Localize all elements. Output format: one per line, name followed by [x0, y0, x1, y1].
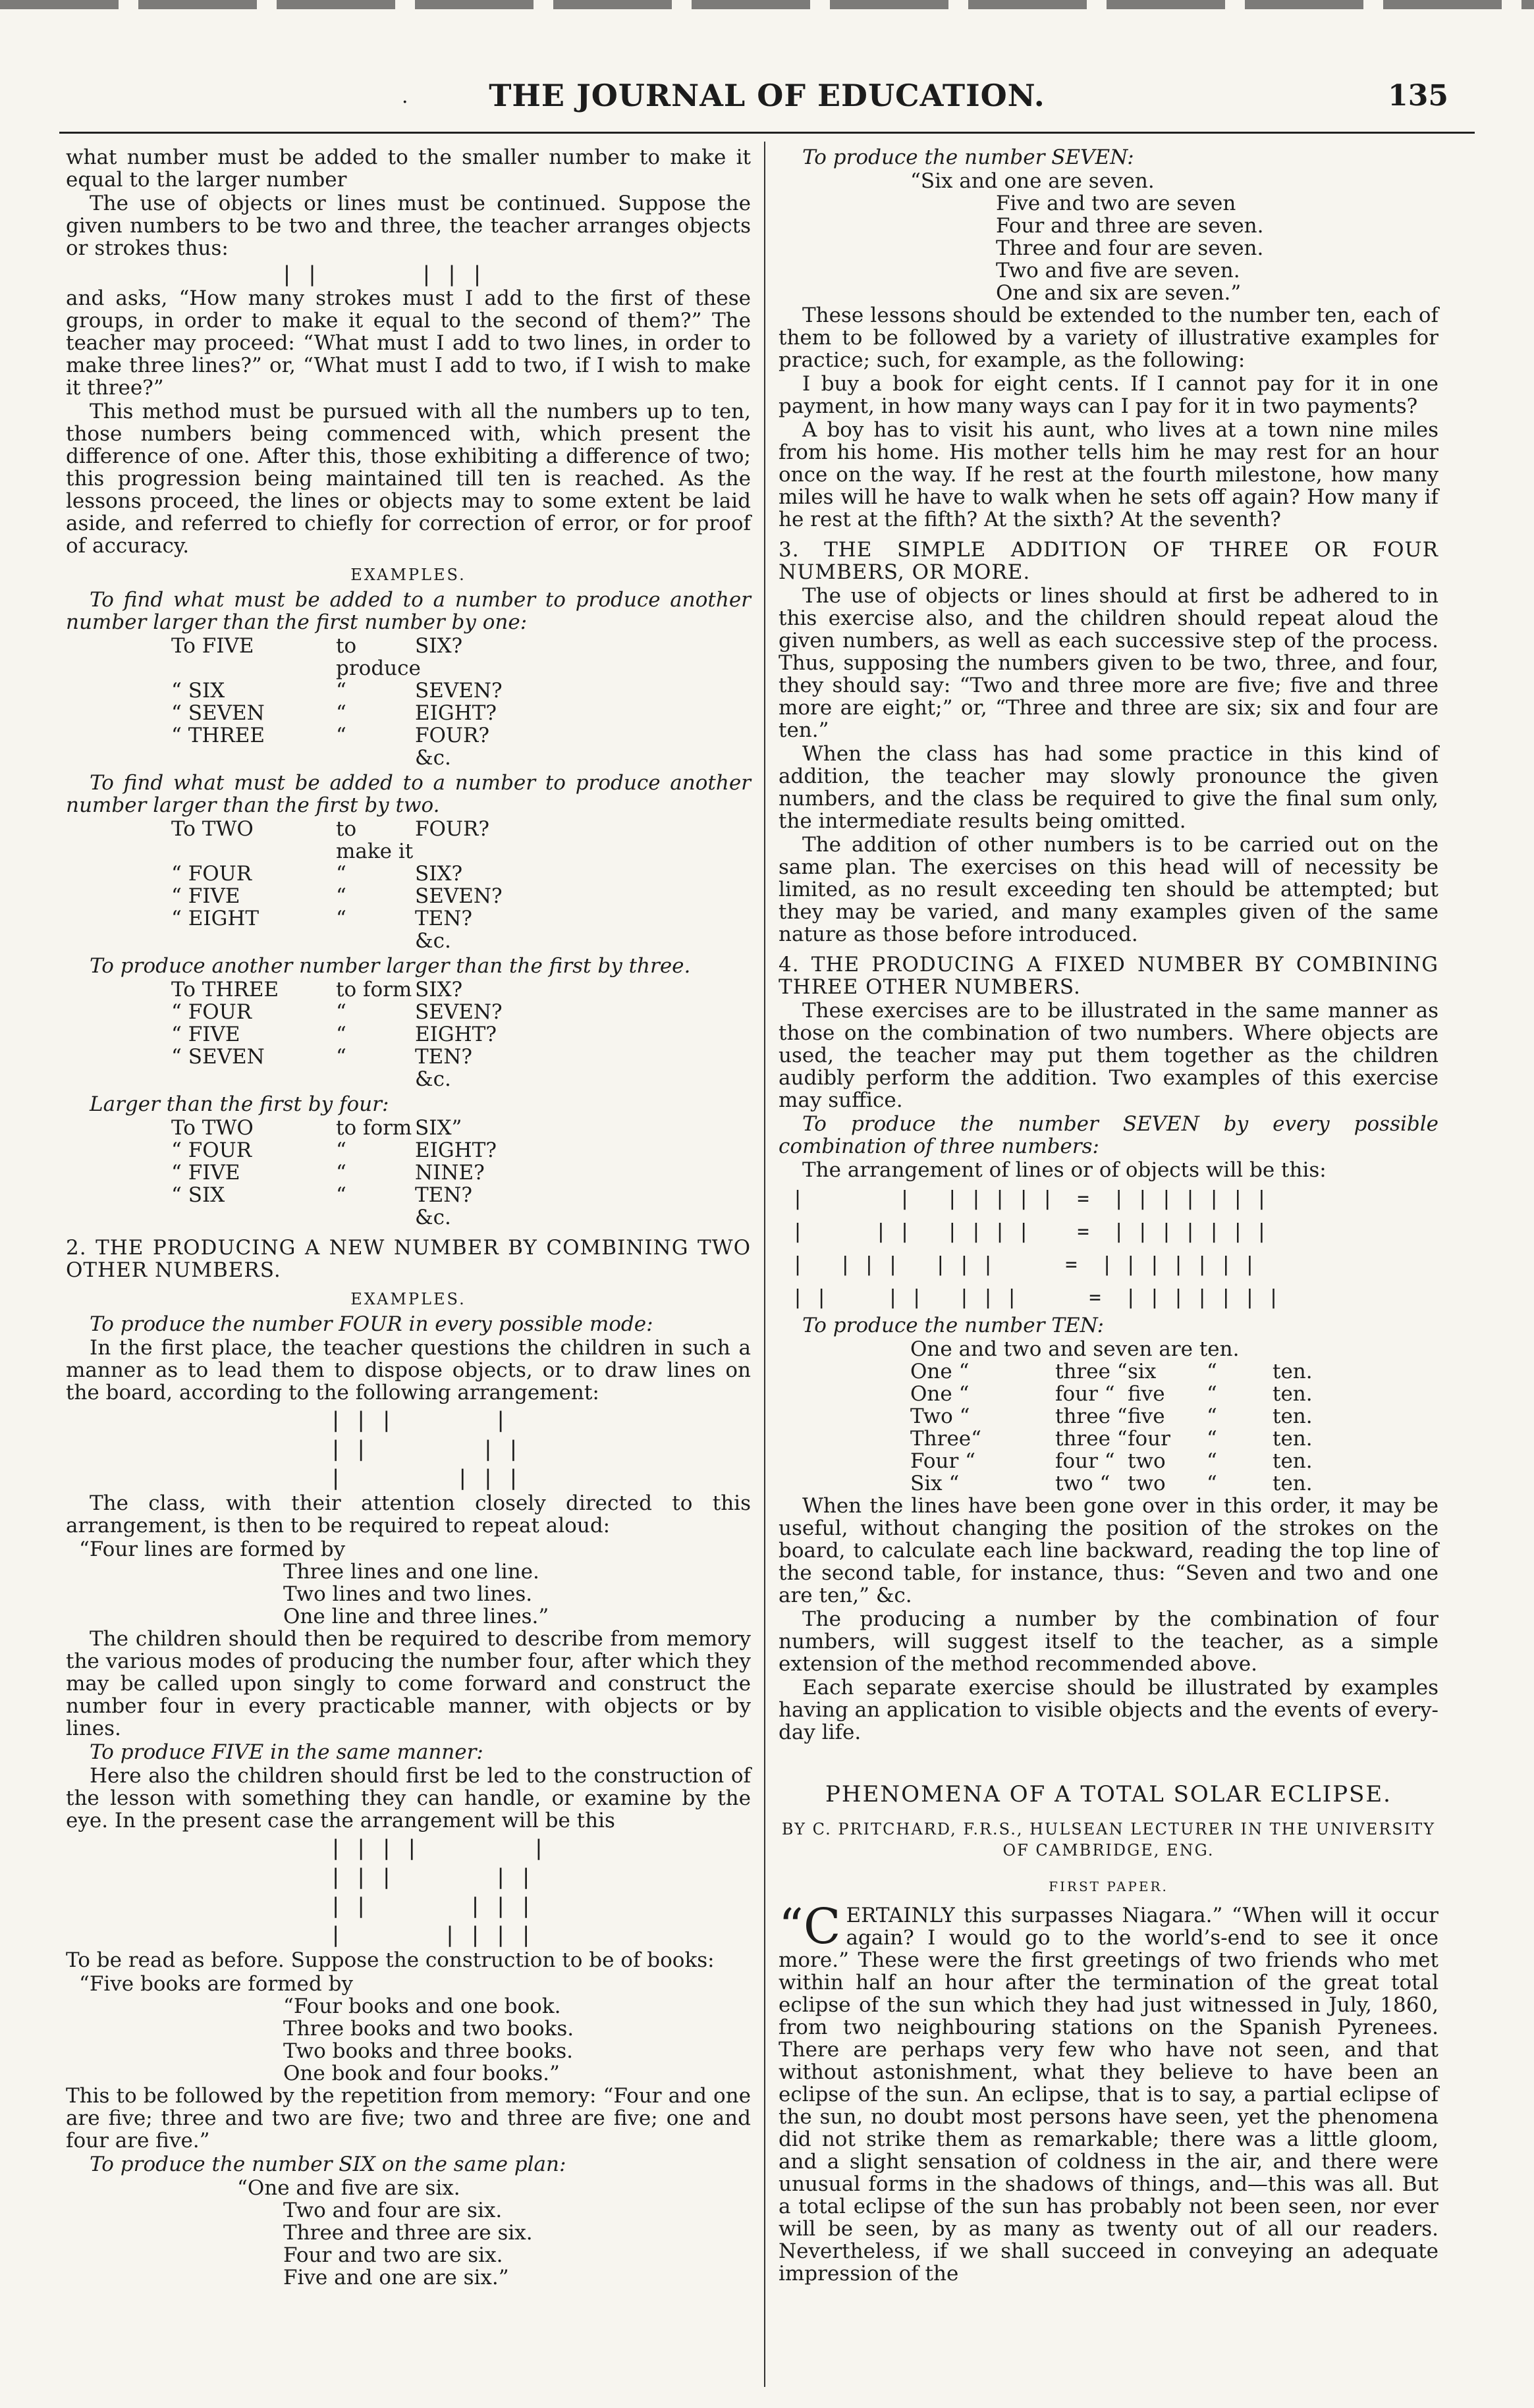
table-cell: two [1128, 1449, 1166, 1473]
paragraph: A boy has to visit his aunt, who lives at a town nine miles from his home. His mother tells him he may rest for an hour once on the way. If he rest at the fourth milestone, how many miles will he have to walk when he sets off again? How many if he rest at the fifth? At the sixth? At the seventh? [779, 418, 1438, 531]
table-row [66, 1139, 751, 1162]
table-cell: “ SEVEN [171, 701, 265, 725]
table-cell: TEN? &c. [415, 1183, 473, 1229]
table-cell: SIX? [415, 634, 463, 658]
table-cell: Three“ [910, 1427, 982, 1451]
table-cell: to form [336, 978, 412, 1002]
table-cell: ten. [1273, 1449, 1313, 1473]
table-cell: “ EIGHT [171, 907, 260, 930]
table-row [910, 1450, 1438, 1472]
table-cell: SIX? [415, 978, 463, 1002]
table-cell: TEN? &c. [415, 907, 473, 953]
header-rule [59, 132, 1475, 134]
verse-block [66, 1538, 751, 1628]
table-cell: “ FOUR [171, 1000, 252, 1024]
journal-title: THE JOURNAL OF EDUCATION. [489, 78, 1045, 113]
paragraph: what number must be added to the smaller number to make it equal to the larger number [66, 146, 751, 192]
table-cell: SEVEN? [415, 1000, 503, 1024]
stroke-row: | | | | | [329, 1922, 533, 1947]
table-row [66, 1001, 751, 1023]
paragraph: The arrangement of lines or of objects will be this: [802, 1158, 1327, 1182]
table-cell: ten. [1273, 1360, 1313, 1383]
example-table [66, 635, 751, 769]
table-cell: to make it [336, 817, 414, 863]
verse-line: Two and four are six. [283, 2199, 503, 2222]
section-heading: 3. THE SIMPLE ADDITION OF THREE OR FOUR NUMBERS, OR MORE. [779, 538, 1438, 584]
table-cell [468, 863, 599, 885]
table-cell: “ [1207, 1427, 1217, 1451]
section-heading: 2. THE PRODUCING A NEW NUMBER BY COMBINING TWO OTHER NUMBERS. [66, 1236, 751, 1282]
page-header: · THE JOURNAL OF EDUCATION. 135 [59, 78, 1475, 124]
stroke-row: | | | | | | | = | | | | | | | [792, 1187, 1268, 1210]
verse-line: Three and three are six. [283, 2221, 533, 2245]
table-cell: EIGHT? [415, 701, 497, 725]
table-cell: FOUR? &c. [415, 724, 490, 770]
table-row [66, 635, 751, 680]
example-intro: To produce the number TEN: [802, 1314, 1105, 1337]
article-byline: BY C. PRITCHARD, F.R.S., HULSEAN LECTURER IN THE UNIVERSITY OF CAMBRIDGE, ENG. [781, 1820, 1436, 1860]
stroke-row: | | | | | | | = | | | | | | | [792, 1286, 1280, 1309]
page-number: 135 [1388, 79, 1448, 113]
table-row [66, 1117, 751, 1139]
table-cell: SIX” [415, 1116, 462, 1140]
verse-line: Three books and two books. [283, 2017, 574, 2041]
examples-heading: EXAMPLES. [350, 1290, 466, 1308]
paragraph: In the first place, the teacher questions the children in such a manner as to lead them to dispose objects, or to draw lines on the board, according to the following arrangement: [66, 1336, 751, 1405]
table-cell: ten. [1273, 1382, 1313, 1406]
left-column [66, 146, 751, 2289]
table-row [66, 907, 751, 952]
table-cell: “ FOUR [171, 862, 252, 886]
table-cell: Four “ [910, 1449, 975, 1473]
paragraph: This method must be pursued with all the numbers up to ten, those numbers being commenced with, which present the difference of one. After this, those exhibiting a difference of two; this progression being maintained till ten is reached. As the lessons proceed, the lines or objects may to some extent be laid aside, and referred to chiefly for correction of error, or for proof of accuracy. [66, 400, 751, 558]
table-row [66, 1162, 751, 1184]
table-cell: One “ [910, 1382, 970, 1406]
example-intro: To produce FIVE in the same manner: [90, 1740, 483, 1764]
verse-line: Two lines and two lines. [283, 1582, 533, 1606]
example-intro: To find what must be added to a number to produce another number larger than the first number by one: [66, 588, 751, 634]
drop-cap: “C [779, 1898, 841, 1955]
table-cell: One and two and seven are ten. [910, 1337, 1240, 1361]
verse-line: One and six are seven.” [996, 281, 1242, 305]
table-cell [468, 1023, 599, 1046]
table-cell: ten. [1273, 1472, 1313, 1495]
table-row [66, 724, 751, 769]
example-table [66, 978, 751, 1090]
article-title: PHENOMENA OF A TOTAL SOLAR ECLIPSE. [825, 1781, 1392, 1807]
table-cell: “ [1207, 1405, 1217, 1428]
paragraph: These lessons should be extended to the number ten, each of them to be followed by a variety of illustrative examples for practice; such, for example, as the following: [779, 304, 1438, 372]
table-row [66, 1046, 751, 1090]
table-cell: “ [336, 724, 346, 747]
table-cell [468, 724, 599, 769]
table-cell: “ [1207, 1449, 1217, 1473]
table-cell [468, 1139, 599, 1162]
stroke-row: | | | | [329, 1436, 520, 1461]
table-cell: NINE? [415, 1161, 485, 1185]
paragraph: To be read as before. Suppose the construction to be of books: [66, 1948, 715, 1972]
table-cell: “ [336, 884, 346, 908]
article-paragraph: “CERTAINLY this surpasses Niagara.” “When will it occur again? I would go to the world’s-end to see it once more.” These were the first greetings of two friends who met within half an hour after the termination of the great total eclipse of the sun which they had just witnessed in July, 1860, from two neighbouring stations on the Spanish Pyrenees. There are perhaps very few who have not seen, and that without astonishment, what they believe to have been an eclipse of the sun. An eclipse, that is to say, a partial eclipse of the sun, no doubt most persons have seen, yet the phenomena did not strike them as remarkable; there was a little gloom, and a slight sensation of coldness in the air, and there were unusual forms in the shadows of things, and—this was all. But a total eclipse of the sun has probably not been seen, nor ever will be seen, by as many as twenty out of all our readers. Nevertheless, if we shall succeed in conveying an adequate impression of the [779, 1898, 1438, 2286]
stroke-row: | | | | | | | = | | | | | | | [792, 1253, 1256, 1276]
example-intro: To produce the number SEVEN by every possible combination of three numbers: [779, 1112, 1438, 1158]
example-intro: To produce another number larger than the first by three. [90, 954, 691, 978]
table-cell: Two “ [910, 1405, 970, 1428]
verse-block [66, 2177, 751, 2289]
verse-line: One book and four books.” [283, 2062, 560, 2085]
table-row [66, 885, 751, 907]
verse-line: Three and four are seven. [996, 236, 1264, 260]
stroke-row: | | | | | [329, 1835, 545, 1860]
table-cell: To TWO [171, 817, 254, 841]
example-intro: To find what must be added to a number to produce another number larger than the first by two. [66, 771, 751, 817]
table-cell: Six “ [910, 1472, 960, 1495]
table-cell: “ [1207, 1472, 1217, 1495]
table-cell: “ [336, 1000, 346, 1024]
example-intro: To produce the number SIX on the same plan: [90, 2153, 566, 2176]
table-cell [468, 818, 599, 863]
right-column [779, 146, 1438, 2286]
paragraph: The use of objects or lines must be continued. Suppose the given numbers to be two and three, the teacher arranges objects or strokes thus: [66, 192, 751, 260]
paragraph: Each separate exercise should be illustrated by examples having an application to visible objects and the events of every-day life. [779, 1676, 1438, 1744]
table-cell [468, 702, 599, 724]
table-cell: “ FIVE [171, 884, 240, 908]
paragraph: When the class has had some practice in this kind of addition, the teacher may slowly pronounce the given numbers, and the class be required to give the final sum only, the intermediate results being omitted. [779, 742, 1438, 833]
verse-line: Five and two are seven [996, 192, 1236, 215]
example-table [66, 818, 751, 952]
table-row [910, 1405, 1438, 1428]
verse-line: Four and two are six. [283, 2243, 503, 2267]
table-cell [468, 885, 599, 907]
table-cell: TEN? &c. [415, 1045, 473, 1091]
table-cell: “ [336, 1183, 346, 1207]
table-cell: To TWO [171, 1116, 254, 1140]
table-cell: “ [336, 1161, 346, 1185]
example-intro: Larger than the first by four: [90, 1092, 389, 1116]
verse-line: Four and three are seven. [996, 214, 1264, 238]
table-cell: SEVEN? [415, 679, 503, 703]
verse-block [66, 1973, 751, 2085]
table-cell [468, 635, 599, 680]
stroke-diagram [792, 1183, 1438, 1314]
table-cell: FOUR? [415, 817, 490, 841]
table-cell: SIX? [415, 862, 463, 886]
table-cell [468, 1001, 599, 1023]
verse-line: Five and one are six.” [283, 2266, 509, 2289]
table-row [66, 680, 751, 702]
table-cell: three “ [1055, 1405, 1128, 1428]
table-cell: “ [336, 1045, 346, 1069]
table-row [66, 1023, 751, 1046]
verse-line: “Six and one are seven. [910, 169, 1155, 193]
paragraph: Here also the children should first be led to the construction of the lesson with something they can handle, or examine by the eye. In the present case the arrangement will be this [66, 1764, 751, 1833]
stroke-diagram: | | | | | [280, 261, 484, 286]
verse-line: Two books and three books. [283, 2039, 573, 2063]
stroke-row: | | | | | [329, 1864, 533, 1889]
paragraph: I buy a book for eight cents. If I cannot pay for it in one payment, in how many ways can I pay for it in two payments? [779, 372, 1438, 418]
paragraph: This to be followed by the repetition from memory: “Four and one are five; three and two are five; two and three are five; one and four are five.” [66, 2084, 751, 2153]
table-row [910, 1472, 1438, 1495]
table-cell [468, 680, 599, 702]
table-row [910, 1338, 1438, 1360]
verse-line: One line and three lines.” [283, 1605, 549, 1628]
table-cell: ten. [1273, 1427, 1313, 1451]
paragraph: When the lines have been gone over in this order, it may be useful, without changing the position of the strokes on the board, to calculate each line backward, reading the top line of the second table, for instance, thus: “Seven and two and one are ten,” &c. [779, 1494, 1438, 1607]
table-row [66, 818, 751, 863]
paragraph: The children should then be required to describe from memory the various modes of producing the number four, after which they may be called upon singly to come forward and construct the number four in every practicable manner, with objects or by lines. [66, 1627, 751, 1740]
stroke-row: | | | | | [329, 1893, 533, 1918]
table-row [910, 1383, 1438, 1405]
table-cell: To FIVE [171, 634, 254, 658]
table-cell: “ [336, 701, 346, 725]
table-cell [468, 1184, 599, 1229]
table-cell: SEVEN? [415, 884, 503, 908]
table-cell: to form [336, 1116, 412, 1140]
table-cell: to produce [336, 634, 421, 680]
table-cell: two [1128, 1472, 1166, 1495]
verse-line: Three lines and one line. [283, 1560, 539, 1584]
verse-line: “One and five are six. [237, 2176, 460, 2200]
table-cell: five [1128, 1405, 1165, 1428]
table-cell: “ SIX [171, 679, 225, 703]
table-cell: three “ [1055, 1427, 1128, 1451]
table-row [66, 863, 751, 885]
column-divider [764, 142, 765, 2387]
verse-block [779, 170, 1438, 304]
table-cell: “ THREE [171, 724, 265, 747]
number-table [779, 1338, 1438, 1495]
table-cell: “ [336, 862, 346, 886]
section-heading: 4. THE PRODUCING A FIXED NUMBER BY COMBINING THREE OTHER NUMBERS. [779, 953, 1438, 999]
paragraph: The producing a number by the combination of four numbers, will suggest itself to the teacher, as a simple extension of the method recommended above. [779, 1607, 1438, 1676]
table-cell: To THREE [171, 978, 279, 1002]
table-cell [468, 1117, 599, 1139]
table-row [66, 1184, 751, 1229]
table-cell [468, 978, 599, 1001]
table-cell: “ FIVE [171, 1161, 240, 1185]
table-row [910, 1360, 1438, 1383]
stroke-row: | | | | [329, 1407, 507, 1432]
table-cell: “ [1207, 1360, 1217, 1383]
table-cell: “ SEVEN [171, 1045, 265, 1069]
table-cell: “ [336, 907, 346, 930]
table-cell: “ FIVE [171, 1023, 240, 1046]
table-cell: “ [336, 1023, 346, 1046]
table-cell: “ SIX [171, 1183, 225, 1207]
table-cell [468, 1162, 599, 1184]
table-cell: “ FOUR [171, 1138, 252, 1162]
stroke-row: | | | | [329, 1465, 520, 1490]
paragraph: The class, with their attention closely directed to this arrangement, is then to be required to repeat aloud: [66, 1491, 751, 1538]
table-cell: One “ [910, 1360, 970, 1383]
verse-line: Two and five are seven. [996, 259, 1240, 282]
table-cell: three “ [1055, 1360, 1128, 1383]
paragraph: The use of objects or lines should at first be adhered to in this exercise also, and the children should repeat aloud the given numbers, as well as each successive step of the process. Thus, supposing the numbers given to be two, three, and four, they should say: “Two and three more are five; five and three more are eight;” or, “Three and three are six; six and four are ten.” [779, 584, 1438, 742]
table-cell: six [1128, 1360, 1157, 1383]
example-intro: To produce the number FOUR in every possible mode: [90, 1312, 653, 1336]
table-row [910, 1428, 1438, 1450]
verse-line: “Four books and one book. [283, 1994, 561, 2018]
example-table [66, 1117, 751, 1229]
table-cell [468, 1046, 599, 1090]
table-cell: four “ [1055, 1449, 1115, 1473]
stroke-diagram [329, 1405, 751, 1492]
table-cell: “ [336, 679, 346, 703]
table-row [66, 702, 751, 724]
verse-line: “Four lines are formed by [79, 1538, 346, 1561]
table-cell: five [1128, 1382, 1165, 1406]
paragraph: The addition of other numbers is to be carried out on the same plan. The exercises on this head will of necessity be limited, as no result exceeding ten should be attempted; but they may be varied, and many examples given of the same nature as those before introduced. [779, 833, 1438, 946]
article-subheading: FIRST PAPER. [1049, 1879, 1168, 1894]
table-cell: “ [1207, 1382, 1217, 1406]
top-border [0, 0, 1534, 9]
table-cell [468, 907, 599, 952]
table-row [66, 978, 751, 1001]
paragraph: These exercises are to be illustrated in the same manner as those on the combination of two numbers. Where objects are used, the teacher may put them together as the children audibly perform the addition. Two examples of this exercise may suffice. [779, 999, 1438, 1112]
table-cell: EIGHT? [415, 1138, 497, 1162]
table-cell: “ [336, 1138, 346, 1162]
table-cell: two “ [1055, 1472, 1110, 1495]
verse-line: “Five books are formed by [79, 1972, 353, 1996]
paragraph: and asks, “How many strokes must I add to the first of these groups, in order to make it equal to the second of them?” The teacher may proceed: “What must I add to two lines, in order to make three lines?” or, “What must I add to two, if I wish to make it three?” [66, 286, 751, 400]
example-intro: To produce the number SEVEN: [802, 146, 1134, 169]
table-cell: EIGHT? [415, 1023, 497, 1046]
stroke-diagram [329, 1833, 751, 1949]
stroke-row: | | | | | | | = | | | | | | | [792, 1220, 1268, 1243]
table-cell: four [1128, 1427, 1170, 1451]
table-cell: ten. [1273, 1405, 1313, 1428]
table-cell: four “ [1055, 1382, 1115, 1406]
examples-heading: EXAMPLES. [350, 566, 466, 584]
